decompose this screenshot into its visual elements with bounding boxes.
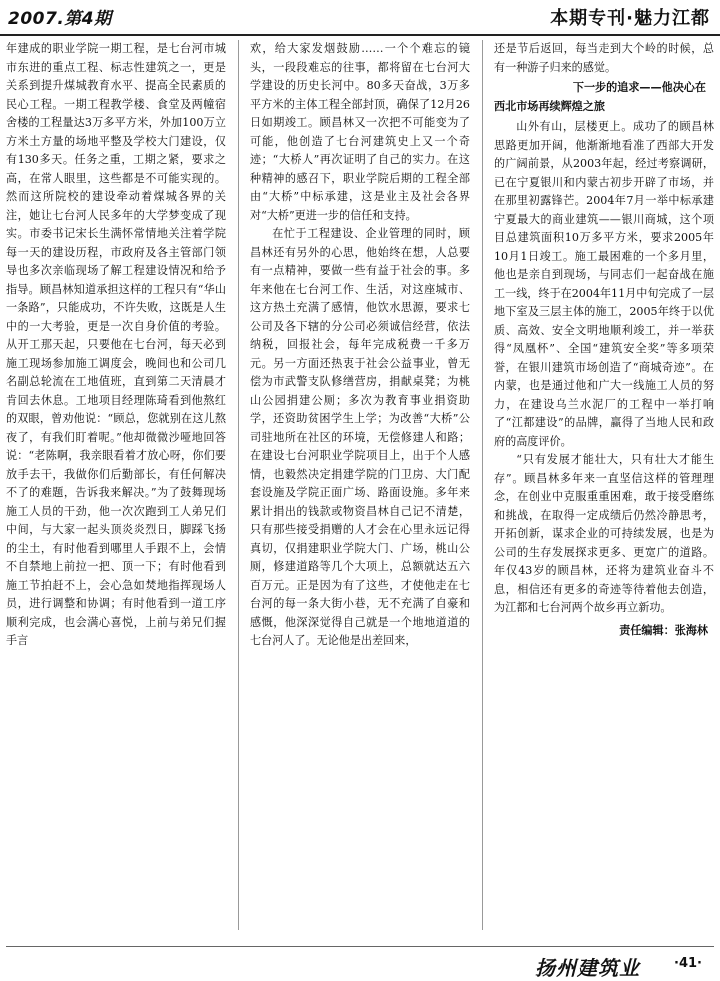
paragraph: 年建成的职业学院一期工程，是七台河市城市东进的重点工程、标志性建筑之一，更是关系到提升煤城教育水平、提高全民素质的民心工程。一期工程教学楼、食堂及两幢宿舍楼的工程量达3万多平方米，外加100万立方米土方量的场地平整及学校大门建设，仅有130多天。任务之重，工期之紧，要求之高，在常人眼里，这些都是不可能实现的。然而这所院校的建设牵动着煤城各界的关注，她让七台河人民多年的大学梦变成了现实。市委书记宋长生满怀常情地关注着学院每一天的建设历程，市政府及各主管部门领导也多次亲临现场了解工程建设情况和给予指导。顾昌林知道承担这样的工程只有“华山一条路”，只能成功，不许失败，这既是人生中的一大考验，更是一次自身价值的考验。从开工那天起，只要他在七台河，每天必到施工现场参加施工调度会，晚间也和公司几名副总轮流在工地值班，直到第二天清晨才肯回去休息。工地项目经理陈琦看到他熬红的双眼，曾劝他说：“顾总，您就别在这儿熬夜了，有我们盯着呢。”他却微微沙哑地回答说：“老陈啊，我亲眼看着才放心呀，你们要放手去干，我做你们后勤部长，有任何解决不了的难题，告诉我来解决。”为了鼓舞现场施工人员的干劲，他一次次跑到工人弟兄们中间，与大家一起头顶炎炎烈日，脚踩飞扬的尘土，有时他看到哪里人手跟不上，会情不自禁地上前拉一把、顶一下；有时他看到施工节拍赶不上，会心急如焚地指挥现场人员，进行调整和协调；有时他看到一道工序顺利完成，也会满心喜悦，上前与弟兄们握手言: [6, 42, 226, 647]
paragraph: 山外有山，层楼更上。成功了的顾昌林思路更加开阔，他渐渐地看准了西部大开发的广阔前景，从2003年起，经过考察调研，已在宁夏银川和内蒙古初步开辟了市场，并在那里初露锋芒。2004年7月一举中标承建宁夏最大的商业建筑——银川商城，这个项目总建筑面积10万多平方米，要求2005年10月1日竣工。施工最困难的一个多月里，他也是亲自到现场，与同志们一起奋战在施工一线，终于在2004年11月中旬完成了一层地下室及三层主体的施工，2005年终于以优质、高效、安全文明地顺利竣工，并一举获得“凤凰杯”、全国“建筑安全奖”等多项荣誉，在银川建筑市场创造了“商城奇迹”。在内蒙，也是通过他和广大一线施工人员的努力，在建设乌兰水泥厂的工程中一举打响了“江都建设”的品牌，赢得了当地人民和政府的高度评价。: [494, 120, 714, 448]
column-divider: [482, 40, 483, 930]
subheading-line: 下一步的追求——他决心在: [572, 81, 706, 94]
article-column-2: [250, 40, 470, 940]
footer-rule: [6, 946, 714, 947]
paragraph: 欢，给大家发烟鼓励……一个个难忘的镜头，一段段难忘的往事，都将留在七台河大学建设的历史长河中。80多天奋战，3万多平方米的主体工程全部封顶，确保了12月26日如期竣工。顾昌林又一次把不可能变为了可能，他创造了七台河建筑史上又一个奇迹；“大桥人”再次证明了自己的实力。在这种精神的感召下，职业学院后期的工程全部由“大桥”中标承建，这是业主及社会各界对“大桥”更进一步的信任和支持。: [250, 42, 470, 222]
paragraph: “只有发展才能壮大，只有壮大才能生存”。顾昌林多年来一直坚信这样的管理理念，在创业中克服重重困难，敢于接受磨练和挑战，在取得一定成绩后仍然冷静思考，开拓创新，谋求企业的可持续发展，也是为公司的生存发展探求更多、更宽广的道路。年仅43岁的顾昌林，还将为建筑业奋斗不息，相信还有更多的奇迹等待着他去创造，为江都和七台河两个故乡再立新功。: [494, 453, 714, 614]
article-column-3: [494, 40, 714, 940]
paragraph: 还是节后返回，每当走到大个岭的时候，总有一种游子归来的感觉。: [494, 42, 714, 74]
section-title: 本期专刊·魅力江都: [550, 8, 710, 29]
article-column-1: [6, 40, 226, 940]
issue-label: 2007.第4期: [8, 9, 112, 29]
magazine-logo: 扬州建筑业: [535, 956, 640, 980]
editor-credit: 责任编辑：张海林: [619, 623, 708, 637]
column-divider: [238, 40, 239, 930]
page-footer: [0, 946, 720, 979]
subheading-line: 西北市场再续辉煌之旅: [494, 99, 605, 113]
section-subheading: [494, 79, 714, 116]
paragraph: 在忙于工程建设、企业管理的同时，顾昌林还有另外的心思，他始终在想，人总要有一点精神，要做一些有益于社会的事。多年来他在七台河工作、生活，对这座城市、这方热土充满了感情，他饮水思源，要求七公司及各下辖的分公司必须诚信经营，依法纳税，回报社会，每年完成税费一千多万元。另一方面还热衷于社会公益事业，曾无偿为市武警支队修缮营房，捐献桌凳；为桃山公园捐建公厕；多次为教育事业捐资助学，还资助贫困学生上学；为改善“大桥”公司驻地所在社区的环境，无偿修建人和路；在建设七台河职业学院项目上，出于个人感情，也毅然决定捐建学院的门卫房、大门配套设施及学院正面广场、路面设施。多年来累计捐出的钱款或物资昌林自己记不清楚，只有那些接受捐赠的人才会在心里永远记得真切，仅捐建职业学院大门、广场，桃山公厕，修建道路等几个大项上，总额就达五六百万元。正是因为有了这些，才使他走在七台河的每一条大街小巷，无不充满了自豪和感慨，他深深觉得自己就是一个地地道道的七台河人了。无论他是出差回来，: [250, 227, 470, 647]
page-header: [0, 0, 720, 36]
page-number: ·41·: [674, 956, 702, 971]
